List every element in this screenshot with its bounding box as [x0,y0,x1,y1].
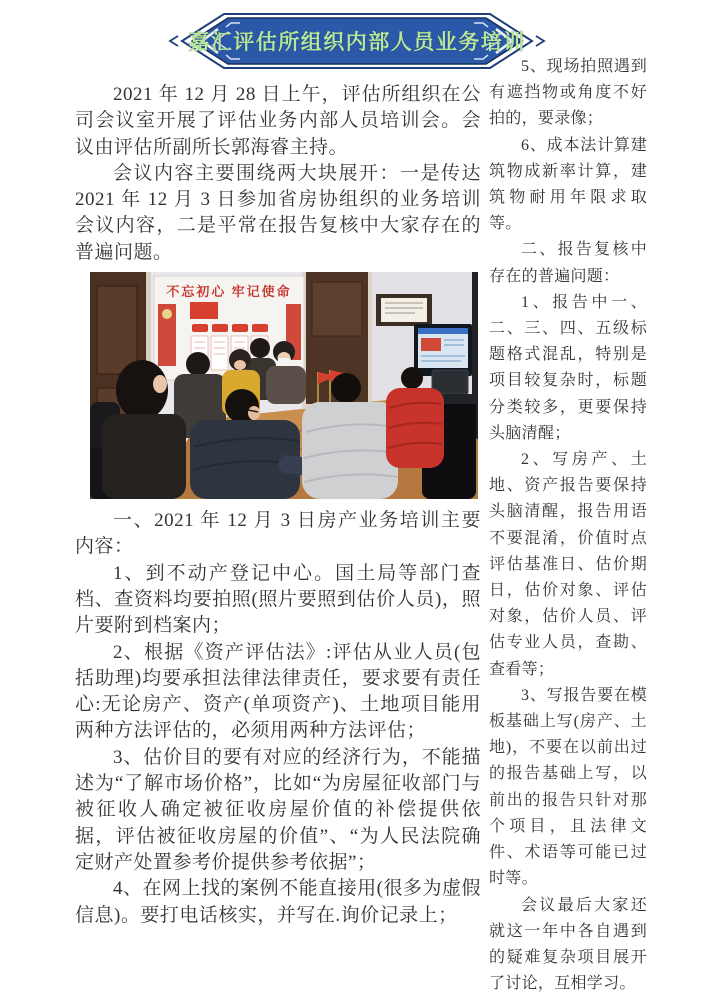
meeting-photo-illustration [90,272,478,499]
paragraph-item-3: 3、估价目的要有对应的经济行为，不能描述为“了解市场价格”，比如“为房屋征收部门与被征收人确定被征收房屋价值的补偿提供依据，评估被征收房屋的价值”、“为人民法院确定财产处置参考价提供参考依据”； [75,745,481,876]
certificate-frame [376,294,432,326]
title-banner [168,6,546,76]
paragraph-item-5: 5、现场拍照遇到有遮挡物或角度不好拍的，要录像； [489,54,647,133]
paragraph-intro-1: 2021 年 12 月 28 日上午，评估所组织在公司会议室开展了评估业务内部人员培训会。会议由评估所副所长郭海睿主持。 [75,82,481,161]
page-title: 嘉汇评估所组织内部人员业务培训 [168,6,546,76]
paragraph-review-1: 1、报告中一、二、三、四、五级标题格式混乱，特别是项目较复杂时，标题分类较多，更要保持头脑清醒； [489,290,647,447]
section-heading-2: 二、报告复核中存在的普遍问题： [489,237,647,289]
poster-title: 不忘初心 牢记使命 [166,284,291,299]
left-column [75,82,481,929]
paragraph-review-2: 2、写房产、土地、资产报告要保持头脑清醒，报告用语不要混淆，价值时点评估基准日、估价期日，估价对象、评估对象，估价人员、评估专业人员，查勘、查看等； [489,447,647,683]
paragraph-item-2: 2、根据《资产评估法》:评估从业人员(包括助理)均要承担法律法律责任，要求要有责任心:无论房产、资产(单项资产)、土地项目能用两种方法评估的，必须用两种方法评估； [75,640,481,745]
right-column [489,54,647,997]
paragraph-item-4: 4、在网上找的案例不能直接用(很多为虚假信息)。要打电话核实，并写在.询价记录上； [75,876,481,929]
paragraph-closing: 会议最后大家还就这一年中各自遇到的疑难复杂项目展开了讨论，互相学习。 [489,893,647,997]
paragraph-item-1: 1、到不动产登记中心。国土局等部门查档、查资料均要拍照(照片要照到估价人员)，照片要附到档案内； [75,561,481,640]
paragraph-intro-2: 会议内容主要围绕两大块展开：一是传达 2021 年 12 月 3 日参加省房协组织的业务培训会议内容，二是平常在报告复核中大家存在的普遍问题。 [75,161,481,266]
paragraph-review-3: 3、写报告要在模板基础上写(房产、土地)，不要在以前出过的报告基础上写，以前出的报告只针对那个项目，且法律文件、术语等可能已过时等。 [489,683,647,893]
face-mask [278,358,291,366]
meeting-photo [90,272,478,499]
section-heading: 一、2021 年 12 月 3 日房产业务培训主要内容： [75,508,481,561]
paragraph-item-6: 6、成本法计算建筑物成新率计算，建筑物耐用年限求取等。 [489,133,647,238]
